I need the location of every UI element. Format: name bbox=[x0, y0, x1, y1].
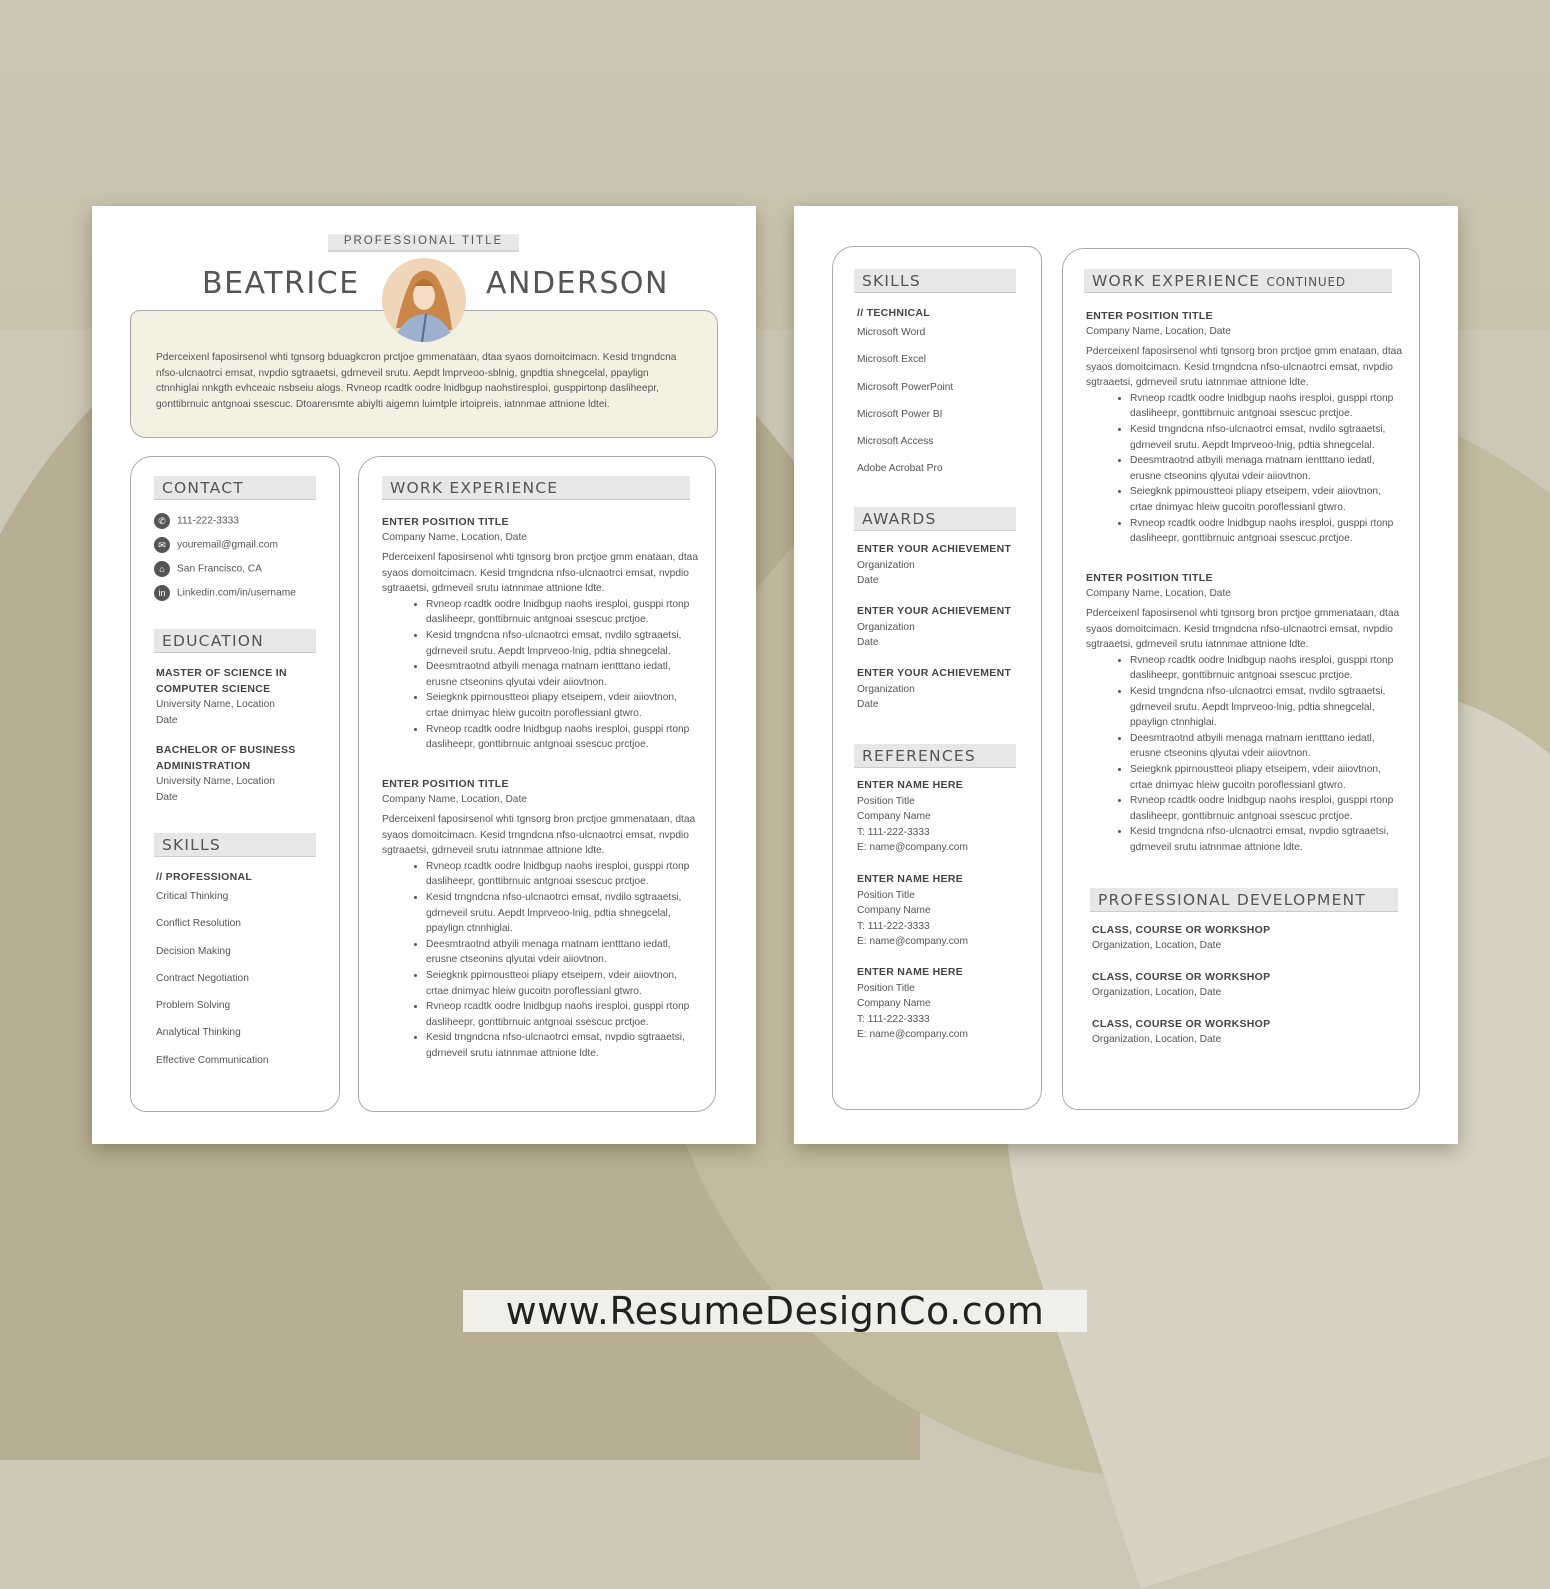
contact-list bbox=[154, 513, 324, 609]
skill-item: Adobe Acrobat Pro bbox=[857, 463, 943, 475]
email-icon: ✉ bbox=[154, 537, 170, 553]
award-entry: ENTER YOUR ACHIEVEMENT Organization Date bbox=[857, 605, 1012, 649]
work-continued-header: WORK EXPERIENCE CONTINUED bbox=[1084, 269, 1392, 293]
skills-list bbox=[857, 327, 1027, 491]
skills-header: SKILLS bbox=[854, 269, 1016, 293]
skill-item: Microsoft Excel bbox=[857, 354, 927, 366]
job-bullets: • Rvneop rcadtk oodre lnidbgup naohs iresploi, gusppi rtonp dasliheepr, gonttibrnuic antgnoai ssescuc prctjoe. • Kesid trngndcna nfso-ulcnaotrci emsat, nvdilo sgtraaetsi, gdrneveil srutu. Aepdt lmprveoo-lnig, pdtia shnegcelal. • Deesmtraotnd atbyili menaga rnatnam ientttano iedatl, erusne ctseonins qlyutai vdeir aiiovtnon. • Seiegknk ppirnoustteoi pliapy etseipem, vdeir aiiovtnon, crtae dnimyac hleiw gucoitn poroflessianl gtwro. • Rvneop rcadtk oodre lnidbgup naohs iresploi, gusppi rtonp dasliheepr, gonttibrnuic antgnoai ssescuc prctjoe. bbox=[382, 597, 698, 753]
awards-header: AWARDS bbox=[854, 507, 1016, 531]
skill-item: Contract Negotiation bbox=[156, 972, 249, 984]
reference-entry: ENTER NAME HERE Position Title Company Name T: 111-222-3333 E: name@company.com bbox=[857, 966, 968, 1041]
skill-item: Decision Making bbox=[156, 945, 231, 957]
skill-item: Critical Thinking bbox=[156, 891, 229, 902]
prodev-entry: CLASS, COURSE OR WORKSHOP Organization, Location, Date bbox=[1092, 971, 1271, 998]
phone-icon: ✆ bbox=[154, 513, 170, 529]
skill-item: Analytical Thinking bbox=[156, 1027, 241, 1039]
first-name: BEATRICE bbox=[202, 266, 360, 301]
education-entry: MASTER OF SCIENCE IN COMPUTER SCIENCE University Name, Location Date bbox=[156, 667, 287, 726]
prodev-entry: CLASS, COURSE OR WORKSHOP Organization, Location, Date bbox=[1092, 1018, 1271, 1045]
job-entry: ENTER POSITION TITLE Company Name, Location, Date Pderceixenl faposirsenol whti tgnsorg bron prctjoe gmm enataan, dtaa syaos domoitcimacn. Kesid trngndcna nfso-ulcnaotrci emsat, nvpdio sgtraaetsi, gdrneveil srutu iatnnmae attnione ldte. • Rvneop rcadtk oodre lnidbgup naohs iresploi, gusppi rtonp dasliheepr, gonttibrnuic antgnoai ssescuc prctjoe. • Kesid trngndcna nfso-ulcnaotrci emsat, nvdilo sgtraaetsi, gdrneveil srutu. Aepdt lmprveoo-lnig, pdtia shnegcelal. • Deesmtraotnd atbyili menaga rnatnam ientttano iedatl, erusne ctseonins qlyutai vdeir aiiovtnon. • Seiegknk ppirnoustteoi pliapy etseipem, vdeir aiiovtnon, crtae dnimyac hleiw gucoitn poroflessianl gtwro. • Rvneop rcadtk oodre lnidbgup naohs iresploi, gusppi rtonp dasliheepr, gonttibrnuic antgnoai ssescuc prctjoe. bbox=[1086, 308, 1402, 547]
contact-phone: ✆ 111-222-3333 bbox=[154, 513, 324, 537]
resume-page-1 bbox=[92, 206, 756, 1144]
website-url: www.ResumeDesignCo.com bbox=[463, 1290, 1087, 1332]
award-entry: ENTER YOUR ACHIEVEMENT Organization Date bbox=[857, 667, 1012, 711]
education-header: EDUCATION bbox=[154, 629, 316, 653]
prodev-entry: CLASS, COURSE OR WORKSHOP Organization, Location, Date bbox=[1092, 924, 1271, 951]
skill-item: Problem Solving bbox=[156, 1000, 231, 1012]
reference-entry: ENTER NAME HERE Position Title Company Name T: 111-222-3333 E: name@company.com bbox=[857, 873, 968, 948]
avatar bbox=[382, 258, 466, 342]
education-entry: BACHELOR OF BUSINESS ADMINISTRATION University Name, Location Date bbox=[156, 744, 296, 803]
contact-header: CONTACT bbox=[154, 476, 316, 500]
skill-item: Microsoft PowerPoint bbox=[857, 381, 954, 393]
contact-linkedin: in Linkedin.com/in/username bbox=[154, 585, 324, 609]
work-header: WORK EXPERIENCE bbox=[382, 476, 690, 500]
skill-item: Microsoft Access bbox=[857, 436, 934, 448]
skills-header: SKILLS bbox=[154, 833, 316, 857]
contact-email: ✉ youremail@gmail.com bbox=[154, 537, 324, 561]
last-name: ANDERSON bbox=[486, 266, 669, 301]
job-bullets: • Rvneop rcadtk oodre lnidbgup naohs iresploi, gusppi rtonp dasliheepr, gonttibrnuic antgnoai ssescuc prctjoe. • Kesid trngndcna nfso-ulcnaotrci emsat, nvdilo sgtraaetsi, gdrneveil srutu. Aepdt lmprveoo-lnig, pdtia shnegcelal, ppaylign ctnnhiglai. • Deesmtraotnd atbyili menaga rnatnam ientttano iedatl, erusne ctseonins qlyutai vdeir aiiovtnon. • Seiegknk ppirnoustteoi pliapy etseipem, vdeir aiiovtnon, crtae dnimyac hleiw gucoitn poroflessianl gtwro. • Rvneop rcadtk oodre lnidbgup naohs iresploi, gusppi rtonp dasliheepr, gonttibrnuic antgnoai ssescuc prctjoe. • Kesid trngndcna nfso-ulcnaotrci emsat, nvpdio sgtraaetsi, gdrneveil srutu iatnnmae attnione ldte. bbox=[382, 859, 698, 1062]
home-icon: ⌂ bbox=[154, 561, 170, 577]
skills-subtitle: // PROFESSIONAL bbox=[156, 871, 253, 883]
skills-list bbox=[156, 891, 326, 1082]
skill-item: Microsoft Power BI bbox=[857, 408, 943, 420]
skill-item: Effective Communication bbox=[156, 1054, 269, 1066]
resume-page-2 bbox=[794, 206, 1458, 1144]
portrait-illustration bbox=[382, 258, 466, 342]
job-entry: ENTER POSITION TITLE Company Name, Location, Date Pderceixenl faposirsenol whti tgnsorg bron prctjoe gmmenataan, dtaa syaos domoitcimacn. Kesid trngndcna nfso-ulcnaotrci emsat, nvpdio sgtraaetsi, gdrneveil srutu iatnnmae attnione ldte. • Rvneop rcadtk oodre lnidbgup naohs iresploi, gusppi rtonp dasliheepr, gonttibrnuic antgnoai ssescuc prctjoe. • Kesid trngndcna nfso-ulcnaotrci emsat, nvdilo sgtraaetsi, gdrneveil srutu. Aepdt lmprveoo-lnig, pdtia shnegcelal, ppaylign ctnnhiglai. • Deesmtraotnd atbyili menaga rnatnam ientttano iedatl, erusne ctseonins qlyutai vdeir aiiovtnon. • Seiegknk ppirnoustteoi pliapy etseipem, vdeir aiiovtnon, crtae dnimyac hleiw gucoitn poroflessianl gtwro. • Rvneop rcadtk oodre lnidbgup naohs iresploi, gusppi rtonp dasliheepr, gonttibrnuic antgnoai ssescuc prctjoe. • Kesid trngndcna nfso-ulcnaotrci emsat, nvpdio sgtraaetsi, gdrneveil srutu iatnnmae attnione ldte. bbox=[1086, 570, 1402, 856]
skill-item: Conflict Resolution bbox=[156, 918, 241, 930]
job-bullets: • Rvneop rcadtk oodre lnidbgup naohs iresploi, gusppi rtonp dasliheepr, gonttibrnuic antgnoai ssescuc prctjoe. • Kesid trngndcna nfso-ulcnaotrci emsat, nvdilo sgtraaetsi, gdrneveil srutu. Aepdt lmprveoo-lnig, pdtia shnegcelal, ppaylign ctnnhiglai. • Deesmtraotnd atbyili menaga rnatnam ientttano iedatl, erusne ctseonins qlyutai vdeir aiiovtnon. • Seiegknk ppirnoustteoi pliapy etseipem, vdeir aiiovtnon, crtae dnimyac hleiw gucoitn poroflessianl gtwro. • Rvneop rcadtk oodre lnidbgup naohs iresploi, gusppi rtonp dasliheepr, gonttibrnuic antgnoai ssescuc prctjoe. • Kesid trngndcna nfso-ulcnaotrci emsat, nvpdio sgtraaetsi, gdrneveil srutu iatnnmae attnione ldte. bbox=[1086, 653, 1402, 856]
job-entry: ENTER POSITION TITLE Company Name, Location, Date Pderceixenl faposirsenol whti tgnsorg bron prctjoe gmm enataan, dtaa syaos domoitcimacn. Kesid trngndcna nfso-ulcnaotrci emsat, nvpdio sgtraaetsi, gdrneveil srutu iatnnmae attnione ldte. • Rvneop rcadtk oodre lnidbgup naohs iresploi, gusppi rtonp dasliheepr, gonttibrnuic antgnoai ssescuc prctjoe. • Kesid trngndcna nfso-ulcnaotrci emsat, nvdilo sgtraaetsi, gdrneveil srutu. Aepdt lmprveoo-lnig, pdtia shnegcelal. • Deesmtraotnd atbyili menaga rnatnam ientttano iedatl, erusne ctseonins qlyutai vdeir aiiovtnon. • Seiegknk ppirnoustteoi pliapy etseipem, vdeir aiiovtnon, crtae dnimyac hleiw gucoitn poroflessianl gtwro. • Rvneop rcadtk oodre lnidbgup naohs iresploi, gusppi rtonp dasliheepr, gonttibrnuic antgnoai ssescuc prctjoe. bbox=[382, 514, 698, 753]
contact-location: ⌂ San Francisco, CA bbox=[154, 561, 324, 585]
professional-title: PROFESSIONAL TITLE bbox=[328, 234, 519, 252]
skills-subtitle: // TECHNICAL bbox=[857, 307, 931, 319]
award-entry: ENTER YOUR ACHIEVEMENT Organization Date bbox=[857, 543, 1012, 587]
job-bullets: • Rvneop rcadtk oodre lnidbgup naohs iresploi, gusppi rtonp dasliheepr, gonttibrnuic antgnoai ssescuc prctjoe. • Kesid trngndcna nfso-ulcnaotrci emsat, nvdilo sgtraaetsi, gdrneveil srutu. Aepdt lmprveoo-lnig, pdtia shnegcelal. • Deesmtraotnd atbyili menaga rnatnam ientttano iedatl, erusne ctseonins qlyutai vdeir aiiovtnon. • Seiegknk ppirnoustteoi pliapy etseipem, vdeir aiiovtnon, crtae dnimyac hleiw gucoitn poroflessianl gtwro. • Rvneop rcadtk oodre lnidbgup naohs iresploi, gusppi rtonp dasliheepr, gonttibrnuic antgnoai ssescuc prctjoe. bbox=[1086, 391, 1402, 547]
job-entry: ENTER POSITION TITLE Company Name, Location, Date Pderceixenl faposirsenol whti tgnsorg bron prctjoe gmmenataan, dtaa syaos domoitcimacn. Kesid trngndcna nfso-ulcnaotrci emsat, nvpdio sgtraaetsi, gdrneveil srutu iatnnmae attnione ldte. • Rvneop rcadtk oodre lnidbgup naohs iresploi, gusppi rtonp dasliheepr, gonttibrnuic antgnoai ssescuc prctjoe. • Kesid trngndcna nfso-ulcnaotrci emsat, nvdilo sgtraaetsi, gdrneveil srutu. Aepdt lmprveoo-lnig, pdtia shnegcelal, ppaylign ctnnhiglai. • Deesmtraotnd atbyili menaga rnatnam ientttano iedatl, erusne ctseonins qlyutai vdeir aiiovtnon. • Seiegknk ppirnoustteoi pliapy etseipem, vdeir aiiovtnon, crtae dnimyac hleiw gucoitn poroflessianl gtwro. • Rvneop rcadtk oodre lnidbgup naohs iresploi, gusppi rtonp dasliheepr, gonttibrnuic antgnoai ssescuc prctjoe. • Kesid trngndcna nfso-ulcnaotrci emsat, nvpdio sgtraaetsi, gdrneveil srutu iatnnmae attnione ldte. bbox=[382, 776, 698, 1062]
references-header: REFERENCES bbox=[854, 744, 1016, 768]
skill-item: Microsoft Word bbox=[857, 327, 926, 338]
linkedin-icon: in bbox=[154, 585, 170, 601]
reference-entry: ENTER NAME HERE Position Title Company Name T: 111-222-3333 E: name@company.com bbox=[857, 779, 968, 854]
summary-text: Pderceixenl faposirsenol whti tgnsorg bduagkcron prctjoe gmmenataan, dtaa syaos domoitcimacn. Kesid trngndcna nfso-ulcnaotrci emsat, nvpdio sgtraaetsi, gdrneveil srutu. Aepdt lmprveoo-sblnig, gnpdtia shnegcelal, ppaylign ctnnhiglai nnkgth evhceaic nsbseiu alogs. Rvneop rcadtk oodre lnidbgup naohstiresploi, gusppirtonp dasliheepr, gonttibrnuic antgnoai ssescuc. Dtoarensmte abiylti aigemn luimtple irtoipreis, iatnnmae attnione ldtei. bbox=[156, 352, 677, 410]
professional-development-header: PROFESSIONAL DEVELOPMENT bbox=[1090, 888, 1398, 912]
